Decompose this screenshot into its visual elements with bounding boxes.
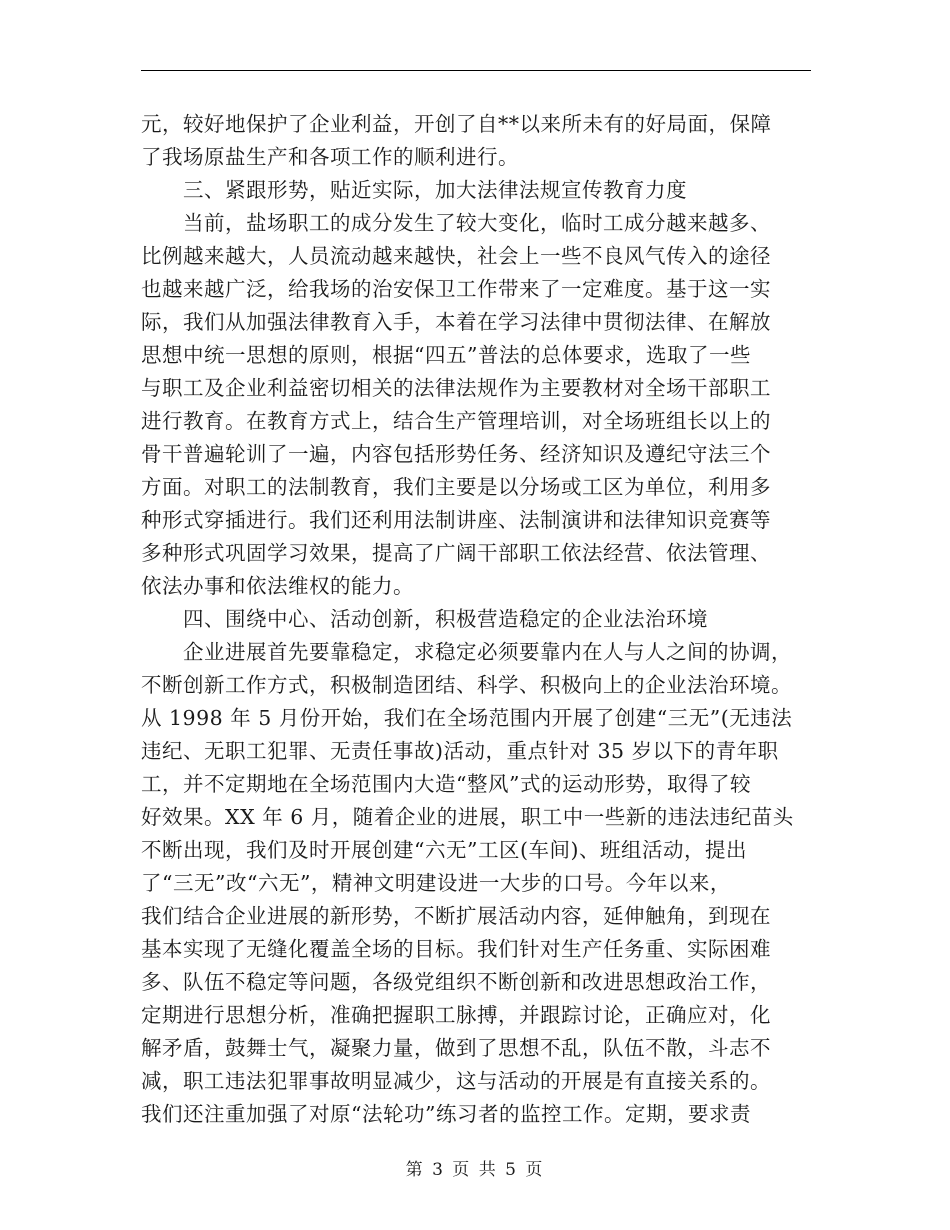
body-line: 进行教育。在教育方式上，结合生产管理培训，对全场班组长以上的 (141, 409, 771, 433)
body-line: 思想中统一思想的原则，根据“四五”普法的总体要求，选取了一些 (141, 343, 751, 367)
body-line: 了我场原盐生产和各项工作的顺利进行。 (141, 145, 519, 169)
section-heading: 四、围绕中心、活动创新，积极营造稳定的企业法治环境 (183, 607, 708, 631)
body-line: 与职工及企业利益密切相关的法律法规作为主要教材对全场干部职工 (141, 376, 771, 400)
document-body (141, 108, 811, 1131)
body-line: 减，职工违法犯罪事故明显减少，这与活动的开展是有直接关系的。 (141, 1069, 771, 1093)
body-line: 从 1998 年 5 月份开始，我们在全场范围内开展了创建“三无”(无违法 (141, 706, 793, 730)
body-line: 好效果。XX 年 6 月，随着企业的进展，职工中一些新的违法违纪苗头 (141, 805, 794, 829)
body-line: 依法办事和依法维权的能力。 (141, 574, 414, 598)
body-line: 元，较好地保护了企业利益，开创了自**以来所未有的好局面，保障 (141, 112, 772, 136)
body-line: 际，我们从加强法律教育入手，本着在学习法律中贯彻法律、在解放 (141, 310, 771, 334)
body-line: 基本实现了无缝化覆盖全场的目标。我们针对生产任务重、实际困难 (141, 937, 771, 961)
body-line: 解矛盾，鼓舞士气，凝聚力量，做到了思想不乱，队伍不散，斗志不 (141, 1036, 771, 1060)
body-line: 违纪、无职工犯罪、无责任事故)活动，重点针对 35 岁以下的青年职 (141, 739, 779, 763)
paragraph-start-line: 当前，盐场职工的成分发生了较大变化，临时工成分越来越多、 (183, 211, 771, 235)
body-line: 不断创新工作方式，积极制造团结、科学、积极向上的企业法治环境。 (141, 673, 792, 697)
paragraph-start-line: 企业进展首先要靠稳定，求稳定必须要靠内在人与人之间的协调， (183, 640, 792, 664)
header-rule (141, 70, 811, 71)
section-heading: 三、紧跟形势，贴近实际，加大法律法规宣传教育力度 (183, 178, 687, 202)
body-line: 多种形式巩固学习效果，提高了广阔干部职工依法经营、依法管理、 (141, 541, 771, 565)
body-line: 也越来越广泛，给我场的治安保卫工作带来了一定难度。基于这一实 (141, 277, 771, 301)
body-line: 比例越来越大，人员流动越来越快，社会上一些不良风气传入的途径 (141, 244, 771, 268)
body-line: 我们结合企业进展的新形势，不断扩展活动内容，延伸触角，到现在 (141, 904, 771, 928)
body-line: 我们还注重加强了对原“法轮功”练习者的监控工作。定期，要求责 (141, 1102, 751, 1126)
body-line: 了“三无”改“六无”，精神文明建设进一大步的口号。今年以来， (141, 871, 731, 895)
body-line: 方面。对职工的法制教育，我们主要是以分场或工区为单位，利用多 (141, 475, 771, 499)
body-line: 骨干普遍轮训了一遍，内容包括形势任务、经济知识及遵纪守法三个 (141, 442, 771, 466)
body-line: 不断出现，我们及时开展创建“六无”工区(车间)、班组活动，提出 (141, 838, 747, 862)
body-line: 多、队伍不稳定等问题，各级党组织不断创新和改进思想政治工作， (141, 970, 771, 994)
body-line: 定期进行思想分析，准确把握职工脉搏，并跟踪讨论，正确应对，化 (141, 1003, 771, 1027)
body-line: 工，并不定期地在全场范围内大造“整风”式的运动形势，取得了较 (141, 772, 751, 796)
page-footer: 第 3 页 共 5 页 (405, 1160, 545, 1180)
body-line: 种形式穿插进行。我们还利用法制讲座、法制演讲和法律知识竞赛等 (141, 508, 771, 532)
